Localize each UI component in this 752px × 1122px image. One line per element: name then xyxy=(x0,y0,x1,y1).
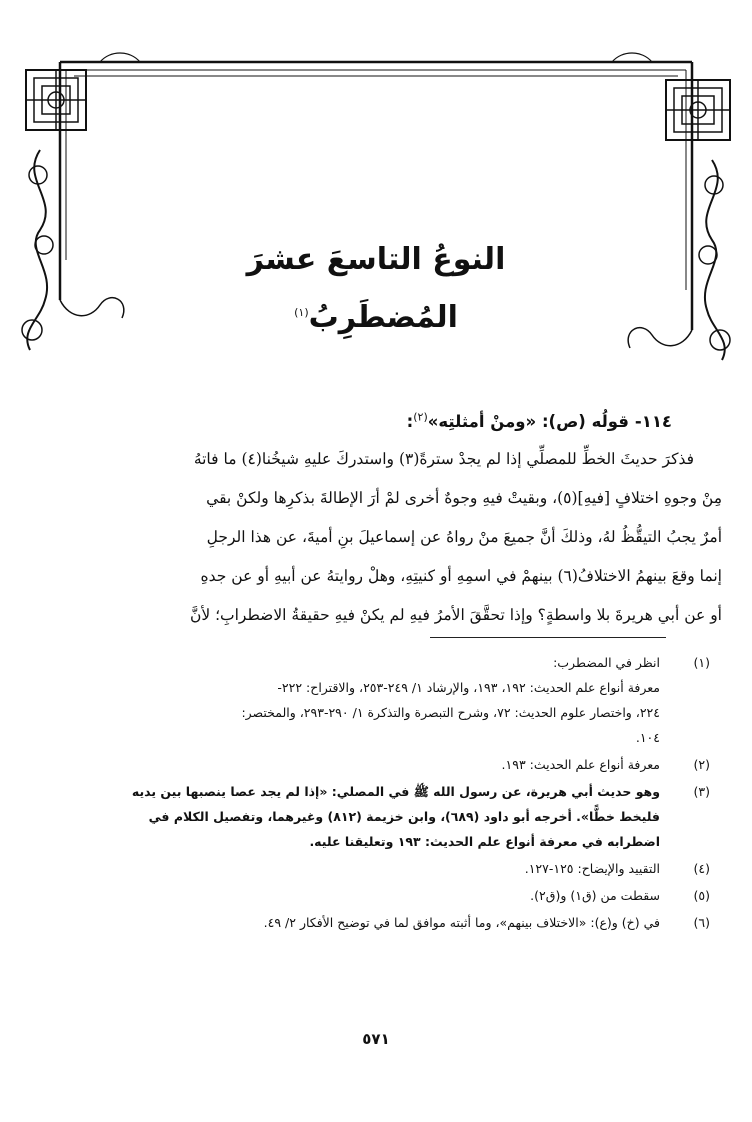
chapter-subtitle xyxy=(150,300,602,335)
body-line: مِنْ وجوهِ اختلافٍ [فيهِ](٥)، وبقيتْ فيهِ وجوهٌ أخرى لمْ أرَ الإطالةَ بذكرِها ولكنْ بقي xyxy=(206,489,722,507)
footnote xyxy=(32,650,722,750)
footnote-marker: (٢) xyxy=(413,410,428,424)
footnote-number: (٥) xyxy=(693,888,710,903)
footnote-text: التقييد والإيضاح: ١٢٥-١٢٧. xyxy=(524,861,660,876)
footnote xyxy=(32,752,722,777)
footnote-separator xyxy=(430,637,666,638)
footnote-number: (٢) xyxy=(693,757,710,772)
body-line: أو عن أبي هريرةَ بلا واسطةٍ؟ وإذا تحقَّقَ الأمرُ فيهِ لم يكنْ فيهِ حقيقةُ الاضطرابِ؛ لأنَّ xyxy=(189,606,722,624)
footnote-marker: (١) xyxy=(294,306,309,319)
entry-label: قولُه (ص): «ومنْ أمثلتِه» xyxy=(427,412,629,431)
entry-colon: : xyxy=(406,412,414,431)
footnote-text: انظر في المضطرب: معرفة أنواع علم الحديث: ١٩٢، ١٩٣، والإرشاد ١/ ٢٤٩-٢٥٣، والاقتراح: ٢٢٢- ٢٢٤، واختصار علوم الحديث: ٧٢، وشرح التبصرة والتذكرة ١/ ٢٩٠-٢٩٣، والمختصر: ١٠٤. xyxy=(241,655,660,745)
page-number: ٥٧١ xyxy=(362,1030,390,1048)
footnotes xyxy=(32,650,722,937)
footnote xyxy=(32,910,722,935)
footnote-number: (١) xyxy=(693,655,710,670)
entry-heading xyxy=(30,412,672,431)
chapter-subtitle-text: المُضطَرِبُ xyxy=(308,300,458,335)
chapter-title: النوعُ التاسعَ عشرَ xyxy=(246,242,506,277)
entry-number: ١١٤- xyxy=(634,412,672,431)
footnote-text: معرفة أنواع علم الحديث: ١٩٣. xyxy=(501,757,660,772)
footnote xyxy=(32,779,722,854)
footnote-number: (٤) xyxy=(693,861,710,876)
footnote-text: في (خ) و(ع): «الاختلاف بينهم»، وما أثبته موافق لما في توضيح الأفكار ٢/ ٤٩. xyxy=(263,915,660,930)
body-line: إنما وقعَ بينهمُ الاختلافُ(٦) بينهمْ في اسمِهِ أو كنيتِهِ، وهلْ روايتهُ عن أبيهِ أو عن جدهِ xyxy=(200,567,722,585)
footnote-text: سقطت من (ق١) و(ق٢). xyxy=(530,888,660,903)
body-line: أمرٌ يجبُ التيقُّظُ لهُ، وذلكَ أنَّ جميعَ منْ رواهُ عن إسماعيلَ بنِ أميةَ، عن هذا الرجلِ xyxy=(206,528,722,546)
footnote-number: (٦) xyxy=(693,915,710,930)
body-paragraph xyxy=(32,440,722,635)
body-line: فذكرَ حديثَ الخطِّ للمصلِّي إذا لم يجدْ سترةً(٣) واستدركَ عليهِ شيخُنا(٤) ما فاتهُ xyxy=(193,450,694,468)
footnote xyxy=(32,856,722,881)
footnote xyxy=(32,883,722,908)
footnote-number: (٣) xyxy=(693,784,710,799)
footnote-text: وهو حديث أبي هريرة، عن رسول الله ﷺ في المصلي: «إذا لم يجد عصا ينصبها بين يديه فليخط خطًّا». أخرجه أبو داود (٦٨٩)، وابن خزيمة (٨١٢) وغيرهما، وتفصيل الكلام في اضطرابه في معرفة أنواع علم الحديث: ١٩٣ وتعليقنا عليه. xyxy=(131,784,660,849)
